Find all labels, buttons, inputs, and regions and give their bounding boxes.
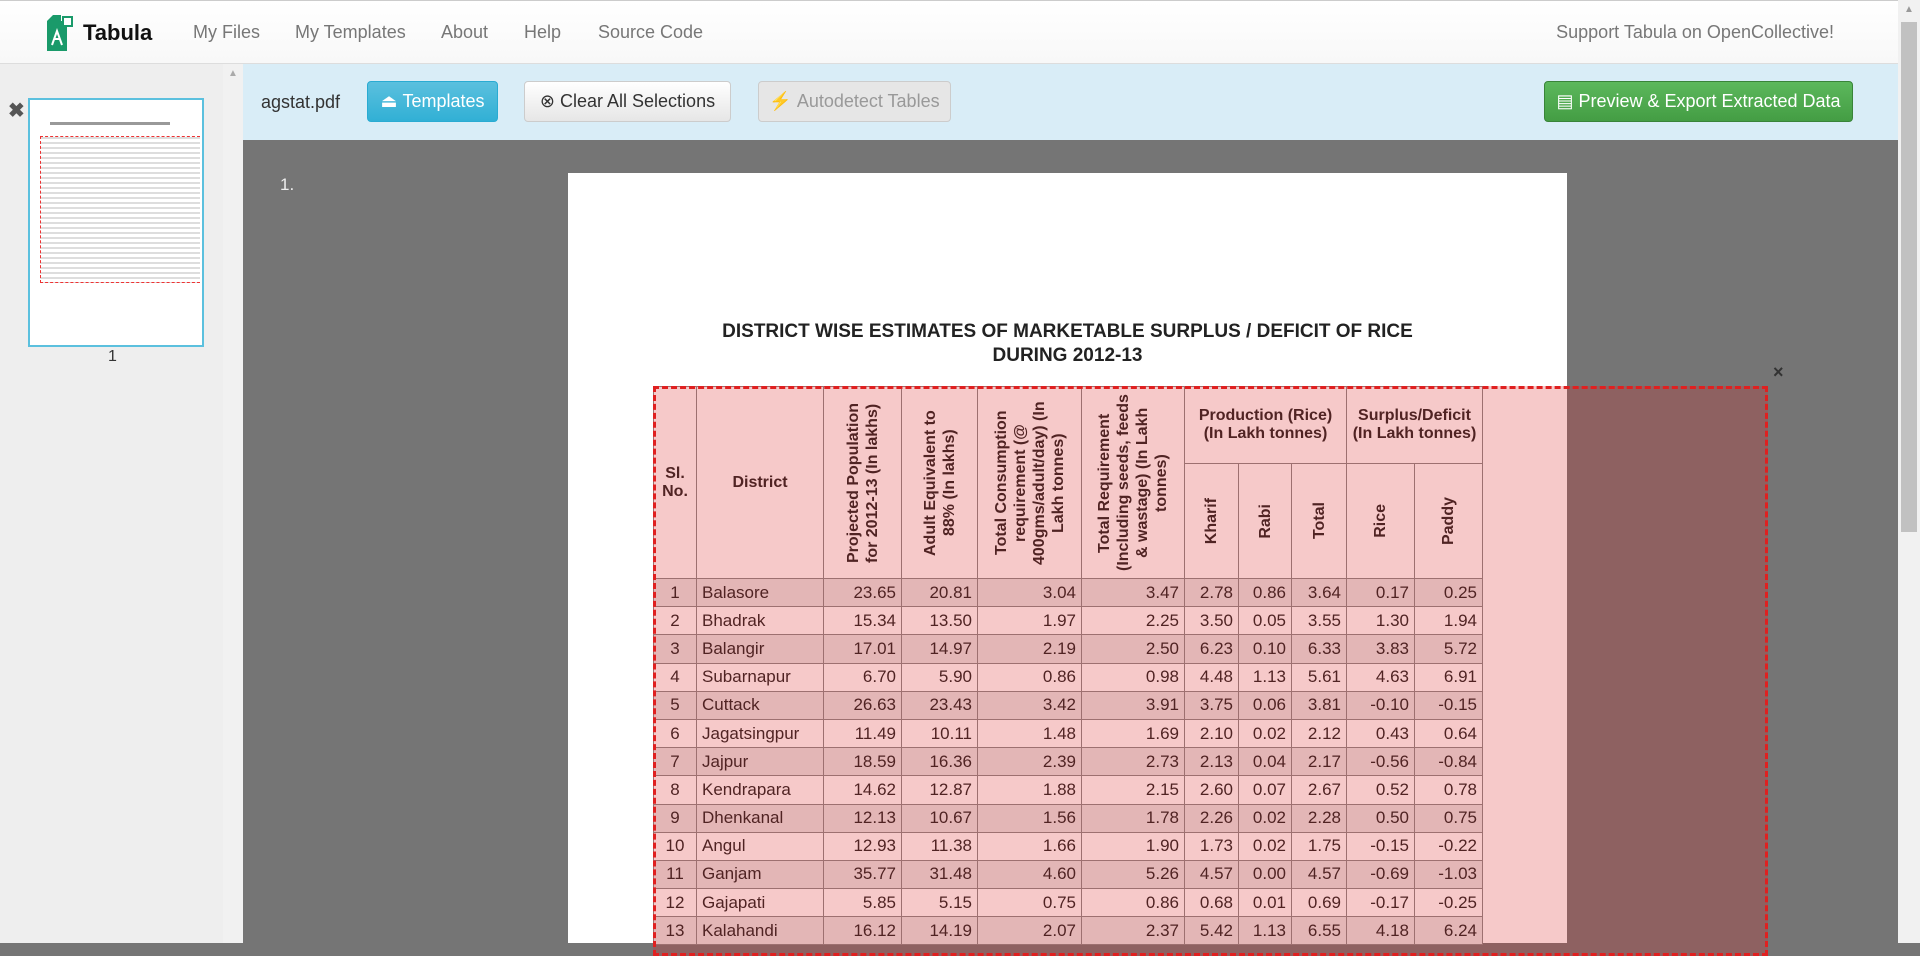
table-cell: 1.13 <box>1239 917 1292 945</box>
table-cell: -0.10 <box>1347 691 1415 719</box>
table-cell: Gajapati <box>697 889 824 917</box>
table-cell: 3.64 <box>1292 579 1347 607</box>
table-cell: 2.37 <box>1082 917 1185 945</box>
table-cell: 2.78 <box>1185 579 1239 607</box>
table-cell: 6.24 <box>1415 917 1483 945</box>
table-cell: 2 <box>654 607 697 635</box>
table-cell: Bhadrak <box>697 607 824 635</box>
table-cell: 0.86 <box>1082 889 1185 917</box>
table-cell: -0.25 <box>1415 889 1483 917</box>
table-cell: 26.63 <box>824 691 902 719</box>
table-cell: 0.02 <box>1239 719 1292 747</box>
table-cell: 0.02 <box>1239 832 1292 860</box>
header-production: Production (Rice) (In Lakh tonnes) <box>1185 387 1347 464</box>
table-cell: 0.69 <box>1292 889 1347 917</box>
table-cell: 35.77 <box>824 860 902 888</box>
table-cell: 0.78 <box>1415 776 1483 804</box>
table-cell: Dhenkanal <box>697 804 824 832</box>
table-cell: 0.25 <box>1415 579 1483 607</box>
table-cell: 0.75 <box>978 889 1082 917</box>
document-title: DISTRICT WISE ESTIMATES OF MARKETABLE SURPLUS / DEFICIT OF RICE <box>722 321 1413 342</box>
toolbar <box>243 64 1898 140</box>
table-cell: 0.43 <box>1347 719 1415 747</box>
table-cell: 0.07 <box>1239 776 1292 804</box>
table-cell: Jagatsingpur <box>697 719 824 747</box>
table-cell: 5.61 <box>1292 663 1347 691</box>
lightning-icon: ⚡ <box>769 91 792 111</box>
table-cell: 10 <box>654 832 697 860</box>
table-cell: 14.62 <box>824 776 902 804</box>
header-rice-text: Rice <box>1372 504 1389 538</box>
table-cell: 2.19 <box>978 635 1082 663</box>
table-cell: 1.75 <box>1292 832 1347 860</box>
table-cell: 13.50 <box>902 607 978 635</box>
table-cell: 2.12 <box>1292 719 1347 747</box>
table-cell: 4.57 <box>1292 860 1347 888</box>
table-cell: Balangir <box>697 635 824 663</box>
table-cell: 3.47 <box>1082 579 1185 607</box>
table-cell: 2.67 <box>1292 776 1347 804</box>
table-cell: -0.15 <box>1415 691 1483 719</box>
table-cell: 16.12 <box>824 917 902 945</box>
scrollbar-thumb[interactable] <box>1901 22 1917 532</box>
clear-circle-icon: ⊗ <box>539 91 555 111</box>
table-cell: 10.11 <box>902 719 978 747</box>
table-cell: 23.65 <box>824 579 902 607</box>
table-cell: 3.83 <box>1347 635 1415 663</box>
table-cell: -0.17 <box>1347 889 1415 917</box>
table-cell: 1.78 <box>1082 804 1185 832</box>
table-cell: 6.23 <box>1185 635 1239 663</box>
table-cell: 3.42 <box>978 691 1082 719</box>
header-rabi-text: Rabi <box>1256 503 1274 539</box>
table-cell: 2.25 <box>1082 607 1185 635</box>
clear-label: Clear All Selections <box>560 91 716 111</box>
header-total-text: Total <box>1310 502 1328 540</box>
table-cell: 5 <box>654 691 697 719</box>
table-cell: 6.70 <box>824 663 902 691</box>
table-cell: 4.57 <box>1185 860 1239 888</box>
table-cell: 2.50 <box>1082 635 1185 663</box>
table-cell: 0.00 <box>1239 860 1292 888</box>
table-cell: 2.28 <box>1292 804 1347 832</box>
table-cell: 5.85 <box>824 889 902 917</box>
thumbnail-title <box>50 122 170 125</box>
scroll-up-arrow-icon[interactable]: ▲ <box>1904 4 1914 15</box>
table-cell: 2.13 <box>1185 748 1239 776</box>
preview-export-button[interactable] <box>1544 81 1853 122</box>
table-cell: 2.60 <box>1185 776 1239 804</box>
header-kharif-text: Kharif <box>1203 497 1220 545</box>
table-cell: Subarnapur <box>697 663 824 691</box>
table-cell: 3.75 <box>1185 691 1239 719</box>
nav-source-code[interactable]: Source Code <box>598 22 704 42</box>
table-cell: 2.17 <box>1292 748 1347 776</box>
table-cell: 1.13 <box>1239 663 1292 691</box>
table-cell: 8 <box>654 776 697 804</box>
page-thumbnail[interactable] <box>28 98 204 347</box>
table-cell: 14.97 <box>902 635 978 663</box>
table-cell: 2.15 <box>1082 776 1185 804</box>
sidebar-scrollbar[interactable] <box>223 64 243 943</box>
nav-help[interactable]: Help <box>524 22 562 42</box>
templates-label: Templates <box>402 91 485 111</box>
header-requirement-text: Total Requirement (Including seeds, feeds & wastage) (In Lakh tonnes) <box>1096 394 1170 571</box>
table-cell: 14.19 <box>902 917 978 945</box>
table-cell: 0.75 <box>1415 804 1483 832</box>
table-cell: 1 <box>654 579 697 607</box>
header-surplus: Surplus/Deficit (In Lakh tonnes) <box>1347 387 1483 464</box>
support-link[interactable]: Support Tabula on OpenCollective! <box>1556 22 1834 42</box>
table-cell: 5.26 <box>1082 860 1185 888</box>
table-cell: Kalahandi <box>697 917 824 945</box>
table-cell: 1.97 <box>978 607 1082 635</box>
table-cell: 15.34 <box>824 607 902 635</box>
table-cell: 2.26 <box>1185 804 1239 832</box>
brand-name: Tabula <box>83 20 153 45</box>
table-cell: 1.73 <box>1185 832 1239 860</box>
table-cell: 6.91 <box>1415 663 1483 691</box>
table-cell: 0.17 <box>1347 579 1415 607</box>
header-consumption-text: Total Consumption requirement (@ 400gms/adult/day) (In Lakh tonnes) <box>992 400 1067 565</box>
table-cell: 12.93 <box>824 832 902 860</box>
table-cell: 12 <box>654 889 697 917</box>
table-cell: -1.03 <box>1415 860 1483 888</box>
table-cell: -0.69 <box>1347 860 1415 888</box>
table-cell: 4 <box>654 663 697 691</box>
nav-about[interactable]: About <box>441 22 489 42</box>
list-icon: ▤ <box>1556 91 1574 111</box>
header-slno: Sl. No. <box>654 387 697 579</box>
nav-my-files[interactable]: My Files <box>193 22 260 42</box>
table-cell: 16.36 <box>902 748 978 776</box>
page-number: 1. <box>280 175 295 194</box>
table-cell: 9 <box>654 804 697 832</box>
table-cell: 0.50 <box>1347 804 1415 832</box>
table-cell: -0.22 <box>1415 832 1483 860</box>
autodetect-tables-button[interactable] <box>758 81 951 122</box>
table-cell: 1.48 <box>978 719 1082 747</box>
table-cell: 3.50 <box>1185 607 1239 635</box>
table-cell: 2.10 <box>1185 719 1239 747</box>
header-population-text: Projected Population for 2012-13 (In lakhs) <box>844 402 881 563</box>
tabula-logo-icon <box>47 15 75 51</box>
table-cell: 1.88 <box>978 776 1082 804</box>
table-cell: 2.39 <box>978 748 1082 776</box>
table-cell: Kendrapara <box>697 776 824 804</box>
table-cell: 5.90 <box>902 663 978 691</box>
table-cell: Balasore <box>697 579 824 607</box>
table-cell: 3.04 <box>978 579 1082 607</box>
header-district: District <box>697 387 824 579</box>
brand[interactable] <box>47 15 152 51</box>
table-cell: 0.86 <box>1239 579 1292 607</box>
page-scrollbar[interactable] <box>1898 0 1920 943</box>
table-cell: 7 <box>654 748 697 776</box>
table-cell: 1.30 <box>1347 607 1415 635</box>
table-cell: 3.91 <box>1082 691 1185 719</box>
table-cell: 6.33 <box>1292 635 1347 663</box>
table-cell: 3.81 <box>1292 691 1347 719</box>
thumbnail-page-number: 1 <box>108 348 117 365</box>
table-cell: 0.01 <box>1239 889 1292 917</box>
header-paddy-text: Paddy <box>1440 496 1457 545</box>
preview-label: Preview & Export Extracted Data <box>1578 91 1841 111</box>
table-cell: 1.69 <box>1082 719 1185 747</box>
table-cell: 3 <box>654 635 697 663</box>
table-cell: 0.52 <box>1347 776 1415 804</box>
table-cell: 17.01 <box>824 635 902 663</box>
document-subtitle: DURING 2012-13 <box>992 345 1143 366</box>
table-cell: 11.38 <box>902 832 978 860</box>
table-cell: 0.10 <box>1239 635 1292 663</box>
table-cell: 0.06 <box>1239 691 1292 719</box>
table-cell: 23.43 <box>902 691 978 719</box>
table-cell: 0.02 <box>1239 804 1292 832</box>
table-cell: 1.90 <box>1082 832 1185 860</box>
table-cell: 1.56 <box>978 804 1082 832</box>
table-cell: Jajpur <box>697 748 824 776</box>
table-cell: 0.05 <box>1239 607 1292 635</box>
file-name: agstat.pdf <box>261 92 341 112</box>
table-cell: 4.60 <box>978 860 1082 888</box>
nav-my-templates[interactable]: My Templates <box>295 22 406 42</box>
table-cell: -0.56 <box>1347 748 1415 776</box>
table-cell: 1.66 <box>978 832 1082 860</box>
header-adult-text: Adult Equivalent to 88% (In lakhs) <box>921 409 958 556</box>
template-icon: ⏏ <box>380 91 398 111</box>
table-cell: 11 <box>654 860 697 888</box>
table-cell: -0.15 <box>1347 832 1415 860</box>
table-cell: 6.55 <box>1292 917 1347 945</box>
thumbnail-selection <box>40 136 200 283</box>
table-cell: 11.49 <box>824 719 902 747</box>
table-cell: 0.68 <box>1185 889 1239 917</box>
table-cell: Cuttack <box>697 691 824 719</box>
table-cell: 5.42 <box>1185 917 1239 945</box>
table-cell: 0.98 <box>1082 663 1185 691</box>
table-cell: 2.07 <box>978 917 1082 945</box>
navbar <box>0 0 1898 64</box>
remove-page-icon[interactable]: ✖ <box>8 100 25 122</box>
table-cell: Ganjam <box>697 860 824 888</box>
table-cell: 2.73 <box>1082 748 1185 776</box>
table-cell: 18.59 <box>824 748 902 776</box>
table-cell: 1.94 <box>1415 607 1483 635</box>
table-cell: 5.15 <box>902 889 978 917</box>
table-cell: 4.63 <box>1347 663 1415 691</box>
table-selection-area[interactable] <box>653 386 1768 956</box>
table-cell: 0.86 <box>978 663 1082 691</box>
table-cell: 5.72 <box>1415 635 1483 663</box>
table-cell: 0.64 <box>1415 719 1483 747</box>
templates-button[interactable] <box>367 81 498 122</box>
table-cell: 13 <box>654 917 697 945</box>
autodetect-label: Autodetect Tables <box>796 91 940 111</box>
clear-selections-button[interactable] <box>524 81 731 122</box>
table-cell: 0.04 <box>1239 748 1292 776</box>
table-cell: -0.84 <box>1415 748 1483 776</box>
scroll-up-icon[interactable]: ▲ <box>228 68 238 79</box>
close-selection-icon[interactable]: × <box>1773 362 1784 382</box>
table-cell: 12.87 <box>902 776 978 804</box>
table-cell: 4.48 <box>1185 663 1239 691</box>
table-cell: 3.55 <box>1292 607 1347 635</box>
table-cell: 12.13 <box>824 804 902 832</box>
table-cell: 20.81 <box>902 579 978 607</box>
table-cell: 6 <box>654 719 697 747</box>
table-cell: Angul <box>697 832 824 860</box>
table-cell: 4.18 <box>1347 917 1415 945</box>
table-cell: 31.48 <box>902 860 978 888</box>
table-cell: 10.67 <box>902 804 978 832</box>
